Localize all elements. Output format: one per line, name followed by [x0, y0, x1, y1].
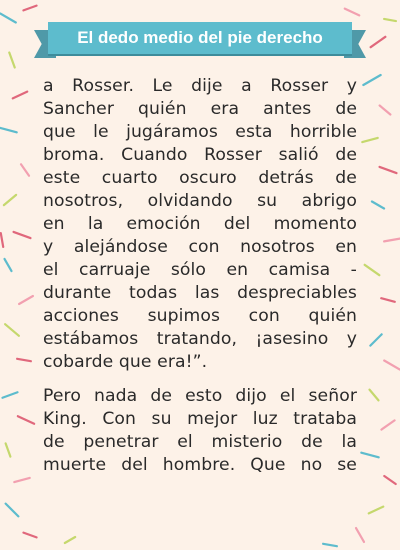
- confetti-dash: [384, 239, 400, 242]
- confetti-dash: [17, 359, 31, 361]
- confetti-dash: [65, 537, 75, 543]
- confetti-dash: [372, 202, 384, 209]
- confetti-dash: [371, 37, 386, 47]
- confetti-dash: [370, 390, 379, 401]
- confetti-dash: [0, 14, 16, 23]
- confetti-dash: [381, 420, 394, 429]
- paragraph-2: [43, 385, 357, 477]
- confetti-dash: [365, 265, 380, 275]
- confetti-dash: [384, 361, 400, 370]
- confetti-dash: [356, 528, 364, 542]
- confetti-dash: [361, 453, 378, 458]
- confetti-dash: [14, 478, 29, 482]
- confetti-dash: [4, 195, 16, 205]
- text-line: de penetrar el misterio de la: [43, 432, 357, 452]
- confetti-dash: [13, 92, 28, 99]
- chapter-title: El dedo medio del pie derecho: [48, 22, 352, 54]
- confetti-dash: [2, 392, 17, 397]
- text-line: broma. Cuando Rosser salió de: [43, 145, 357, 165]
- text-line: en la emoción del momento: [43, 214, 357, 234]
- confetti-dash: [19, 296, 33, 304]
- text-line: que le jugáramos esta horrible: [43, 122, 357, 142]
- text-line: estábamos tratando, ¡asesino y: [43, 329, 357, 349]
- confetti-dash: [21, 164, 29, 175]
- text-line: cobarde que era!”.: [43, 352, 208, 372]
- text-line: y alejándose con nosotros en: [43, 237, 357, 257]
- text-line: Sancher quién era antes de: [43, 99, 357, 119]
- confetti-dash: [345, 9, 360, 16]
- text-line: durante todas las despreciables: [43, 283, 357, 303]
- text-line: King. Con su mejor luz trataba: [43, 409, 357, 429]
- text-line: nosotros, olvidando su abrigo: [43, 191, 357, 211]
- confetti-dash: [380, 167, 397, 173]
- text-line: muerte del hombre. Que no se: [43, 455, 357, 475]
- confetti-dash: [380, 106, 391, 115]
- confetti-dash: [9, 52, 14, 67]
- confetti-dash: [362, 138, 377, 142]
- confetti-dash: [384, 19, 396, 21]
- confetti-dash: [5, 324, 19, 336]
- confetti-dash: [23, 533, 36, 538]
- confetti-dash: [5, 259, 12, 271]
- text-line: a Rosser. Le dije a Rosser y: [43, 76, 357, 96]
- confetti-dash: [1, 233, 3, 247]
- confetti-dash: [14, 232, 31, 238]
- confetti-dash: [18, 416, 34, 424]
- text-line: el carruaje sólo en camisa -: [43, 260, 357, 280]
- confetti-dash: [6, 443, 11, 456]
- confetti-dash: [6, 504, 19, 517]
- text-line: acciones supimos con quién: [43, 306, 357, 326]
- paragraph-1: [43, 75, 357, 374]
- confetti-dash: [384, 476, 395, 484]
- text-line: Pero nada de esto dijo el señor: [43, 386, 357, 406]
- confetti-dash: [381, 298, 395, 302]
- text-line: este cuarto oscuro detrás de: [43, 168, 357, 188]
- confetti-dash: [23, 6, 36, 11]
- confetti-dash: [363, 75, 380, 85]
- confetti-dash: [369, 507, 384, 514]
- title-banner: [34, 22, 366, 58]
- confetti-dash: [323, 544, 337, 546]
- confetti-dash: [0, 128, 17, 133]
- confetti-dash: [370, 334, 381, 345]
